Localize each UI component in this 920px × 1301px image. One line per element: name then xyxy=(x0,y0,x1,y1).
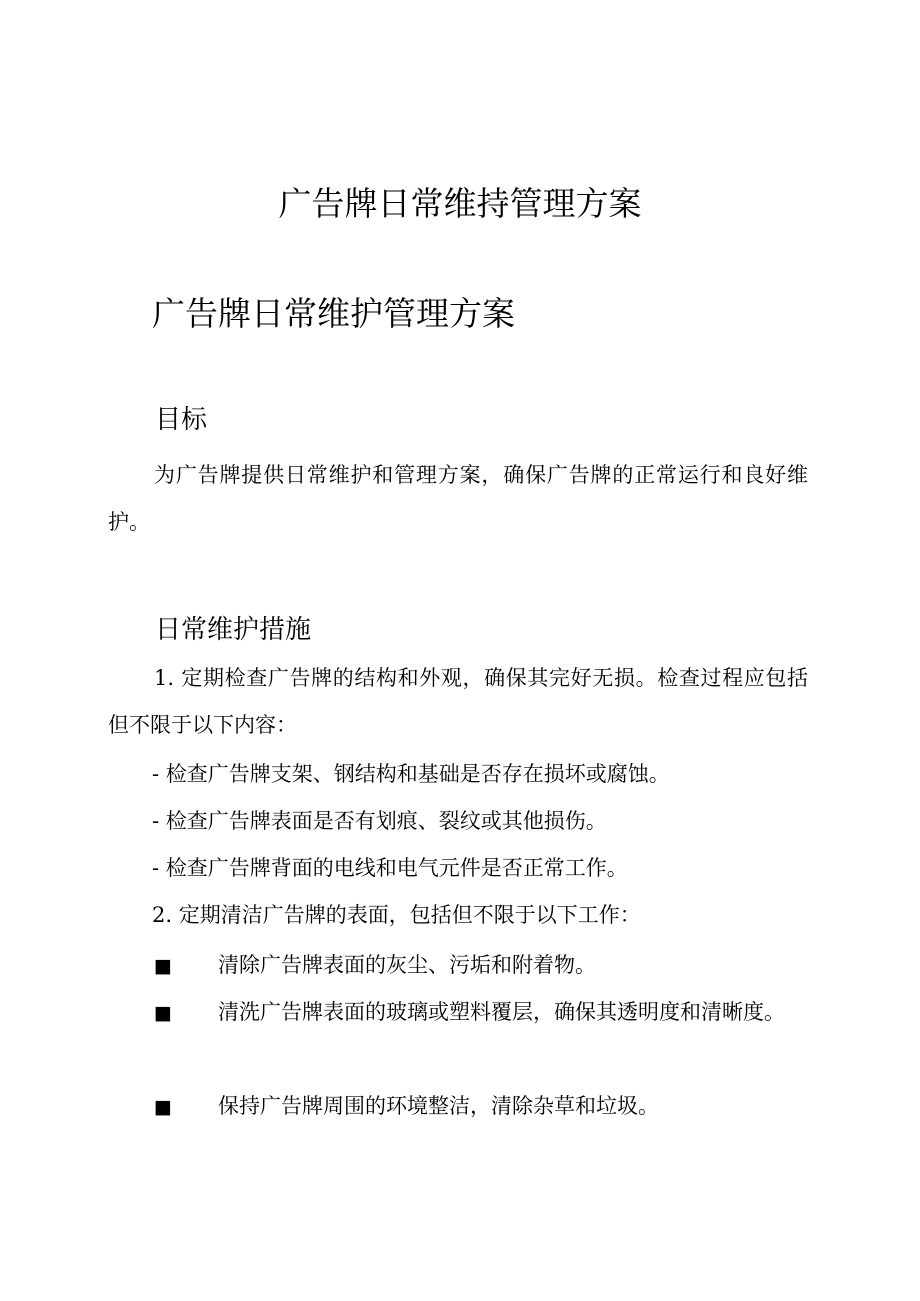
document-title: 广告牌日常维持管理方案 xyxy=(278,184,642,223)
section-heading-maintenance: 日常维护措施 xyxy=(155,615,312,645)
bullet-text: 清洗广告牌表面的玻璃或塑料覆层，确保其透明度和清晰度。 xyxy=(218,1000,785,1024)
bullet-text: 清除广告牌表面的灰尘、污垢和附着物。 xyxy=(218,953,596,977)
bullet-item-clean-glass xyxy=(108,989,808,1037)
section-heading-goal: 目标 xyxy=(155,405,208,435)
square-bullet-icon: ■ xyxy=(154,1002,172,1024)
sub-item-check-structure: - 检查广告牌支架、钢结构和基础是否存在损坏或腐蚀。 xyxy=(152,762,670,786)
list-item-1: 1. 定期检查广告牌的结构和外观，确保其完好无损。检查过程应包括但不限于以下内容： xyxy=(108,666,808,737)
goal-paragraph: 为广告牌提供日常维护和管理方案，确保广告牌的正常运行和良好维护。 xyxy=(108,463,808,534)
bullet-item-clean-dust xyxy=(108,942,808,990)
bullet-text: 保持广告牌周围的环境整洁，清除杂草和垃圾。 xyxy=(218,1094,659,1118)
sub-item-check-surface: - 检查广告牌表面是否有划痕、裂纹或其他损伤。 xyxy=(152,809,607,833)
bullet-item-environment xyxy=(108,1083,808,1131)
square-bullet-icon: ■ xyxy=(154,955,172,977)
square-bullet-icon: ■ xyxy=(154,1096,172,1118)
list-item-2: 2. 定期清洁广告牌的表面，包括但不限于以下工作： xyxy=(152,903,641,927)
sub-item-check-electrical: - 检查广告牌背面的电线和电气元件是否正常工作。 xyxy=(152,856,628,880)
document-subtitle: 广告牌日常维护管理方案 xyxy=(152,294,515,333)
